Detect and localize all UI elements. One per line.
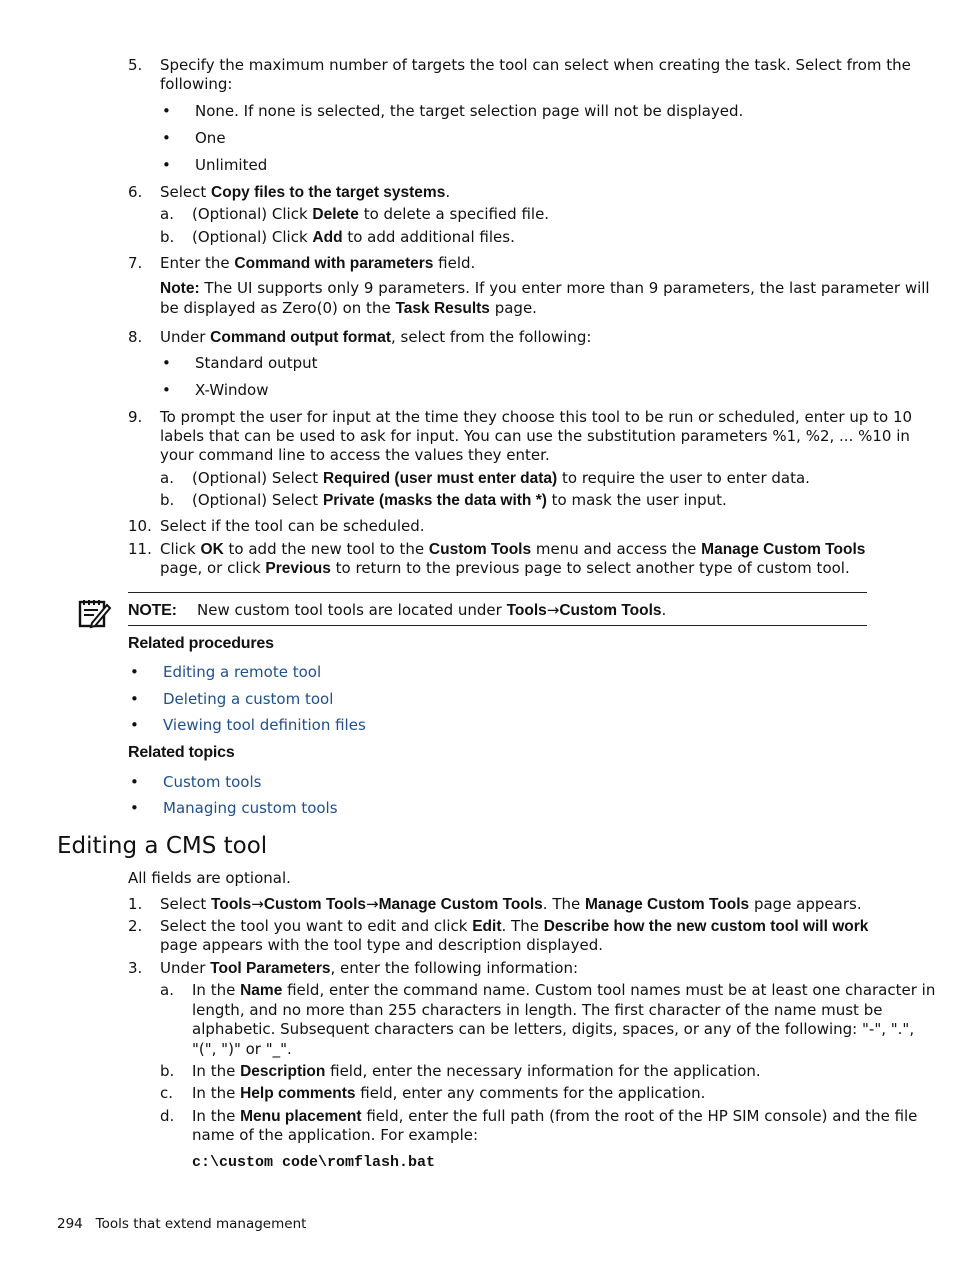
page-footer [57,1215,306,1233]
step-number: 11. [128,540,152,558]
step-text: Specify the maximum number of targets the tool can select when creating the task. Select from the [160,56,911,74]
bullet-icon: • [162,156,171,174]
bullet-icon: • [130,716,139,734]
list-item: Standard output [195,354,318,372]
note-bottom-rule [128,625,867,626]
footer-title: Tools that extend management [95,1216,307,1232]
step-number: 3. [128,959,143,977]
bullet-icon: • [130,799,139,817]
step-text: Select if the tool can be scheduled. [160,517,425,535]
page-number: 294 [57,1216,83,1232]
substep-text: In the Menu placement field, enter the full path (from the root of the HP SIM console) and the file [192,1107,918,1125]
substep-text: "(", ")" or "_". [192,1040,292,1058]
substep-letter: b. [160,228,175,246]
substep-letter: a. [160,205,174,223]
list-item: None. If none is selected, the target selection page will not be displayed. [195,102,744,120]
link-viewing-tool-definition-files[interactable]: Viewing tool definition files [163,716,366,734]
inline-note: be displayed as Zero(0) on the Task Results page. [160,299,537,317]
substep-text: In the Name field, enter the command name. Custom tool names must be at least one character in [192,981,936,999]
step-text: Select Copy files to the target systems. [160,183,451,201]
step-text: labels that can be used to ask for input. You can use the substitution parameters %1, %2, ... %10 in [160,427,910,445]
step-text: page, or click Previous to return to the previous page to select another type of custom tool. [160,559,850,577]
inline-note: Note: The UI supports only 9 parameters. If you enter more than 9 parameters, the last parameter will [160,279,930,297]
step-text: To prompt the user for input at the time they choose this tool to be run or scheduled, enter up to 10 [160,408,913,426]
substep-text: length, and no more than 255 characters in length. The first character of the name must be [192,1001,883,1019]
step-number: 7. [128,254,143,272]
code-example: c:\custom code\romflash.bat [192,1154,436,1171]
step-text: your command line to access the values they enter. [160,446,550,464]
step-text: Under Tool Parameters, enter the following information: [160,959,579,977]
substep-letter: a. [160,469,174,487]
bullet-icon: • [162,129,171,147]
bullet-icon: • [162,102,171,120]
substep-letter: b. [160,491,175,509]
bullet-icon: • [130,773,139,791]
substep-letter: d. [160,1107,175,1125]
list-item: One [195,129,226,147]
bullet-icon: • [130,663,139,681]
step-number: 8. [128,328,143,346]
note-label: NOTE: [128,602,177,619]
step-text: Enter the Command with parameters field. [160,254,476,272]
substep-text: (Optional) Click Add to add additional files. [192,228,515,246]
link-editing-remote-tool[interactable]: Editing a remote tool [163,663,322,681]
note-text: New custom tool tools are located under Tools→Custom Tools. [197,601,667,619]
substep-text: (Optional) Select Private (masks the data with *) to mask the user input. [192,491,727,509]
related-topics-heading: Related topics [128,744,235,761]
substep-letter: b. [160,1062,175,1080]
list-item: X-Window [195,381,269,399]
link-managing-custom-tools[interactable]: Managing custom tools [163,799,338,817]
related-procedures-heading: Related procedures [128,635,274,652]
substep-text: (Optional) Click Delete to delete a specified file. [192,205,550,223]
substep-text: name of the application. For example: [192,1126,479,1144]
section-title: Editing a CMS tool [57,833,268,859]
step-text: Select Tools→Custom Tools→Manage Custom Tools. The Manage Custom Tools page appears. [160,895,862,913]
step-number: 1. [128,895,143,913]
substep-letter: c. [160,1084,174,1102]
step-number: 5. [128,56,143,74]
link-custom-tools[interactable]: Custom tools [163,773,262,791]
bullet-icon: • [130,690,139,708]
step-number: 6. [128,183,143,201]
substep-letter: a. [160,981,174,999]
step-text: Click OK to add the new tool to the Custom Tools menu and access the Manage Custom Tools [160,540,866,558]
step-text: page appears with the tool type and description displayed. [160,936,603,954]
step-number: 2. [128,917,143,935]
substep-text: In the Help comments field, enter any comments for the application. [192,1084,706,1102]
step-number: 10. [128,517,152,535]
link-deleting-custom-tool[interactable]: Deleting a custom tool [163,690,334,708]
note-icon [78,597,112,633]
bullet-icon: • [162,381,171,399]
substep-text: alphabetic. Subsequent characters can be letters, digits, spaces, or any of the following: "-", ".", [192,1020,915,1038]
step-number: 9. [128,408,143,426]
bullet-icon: • [162,354,171,372]
list-item: Unlimited [195,156,268,174]
substep-text: In the Description field, enter the necessary information for the application. [192,1062,761,1080]
section-intro: All fields are optional. [128,869,291,887]
note-top-rule [128,592,867,593]
substep-text: (Optional) Select Required (user must enter data) to require the user to enter data. [192,469,810,487]
step-text: Under Command output format, select from the following: [160,328,592,346]
step-text: Select the tool you want to edit and click Edit. The Describe how the new custom tool will work [160,917,869,935]
step-text: following: [160,75,233,93]
